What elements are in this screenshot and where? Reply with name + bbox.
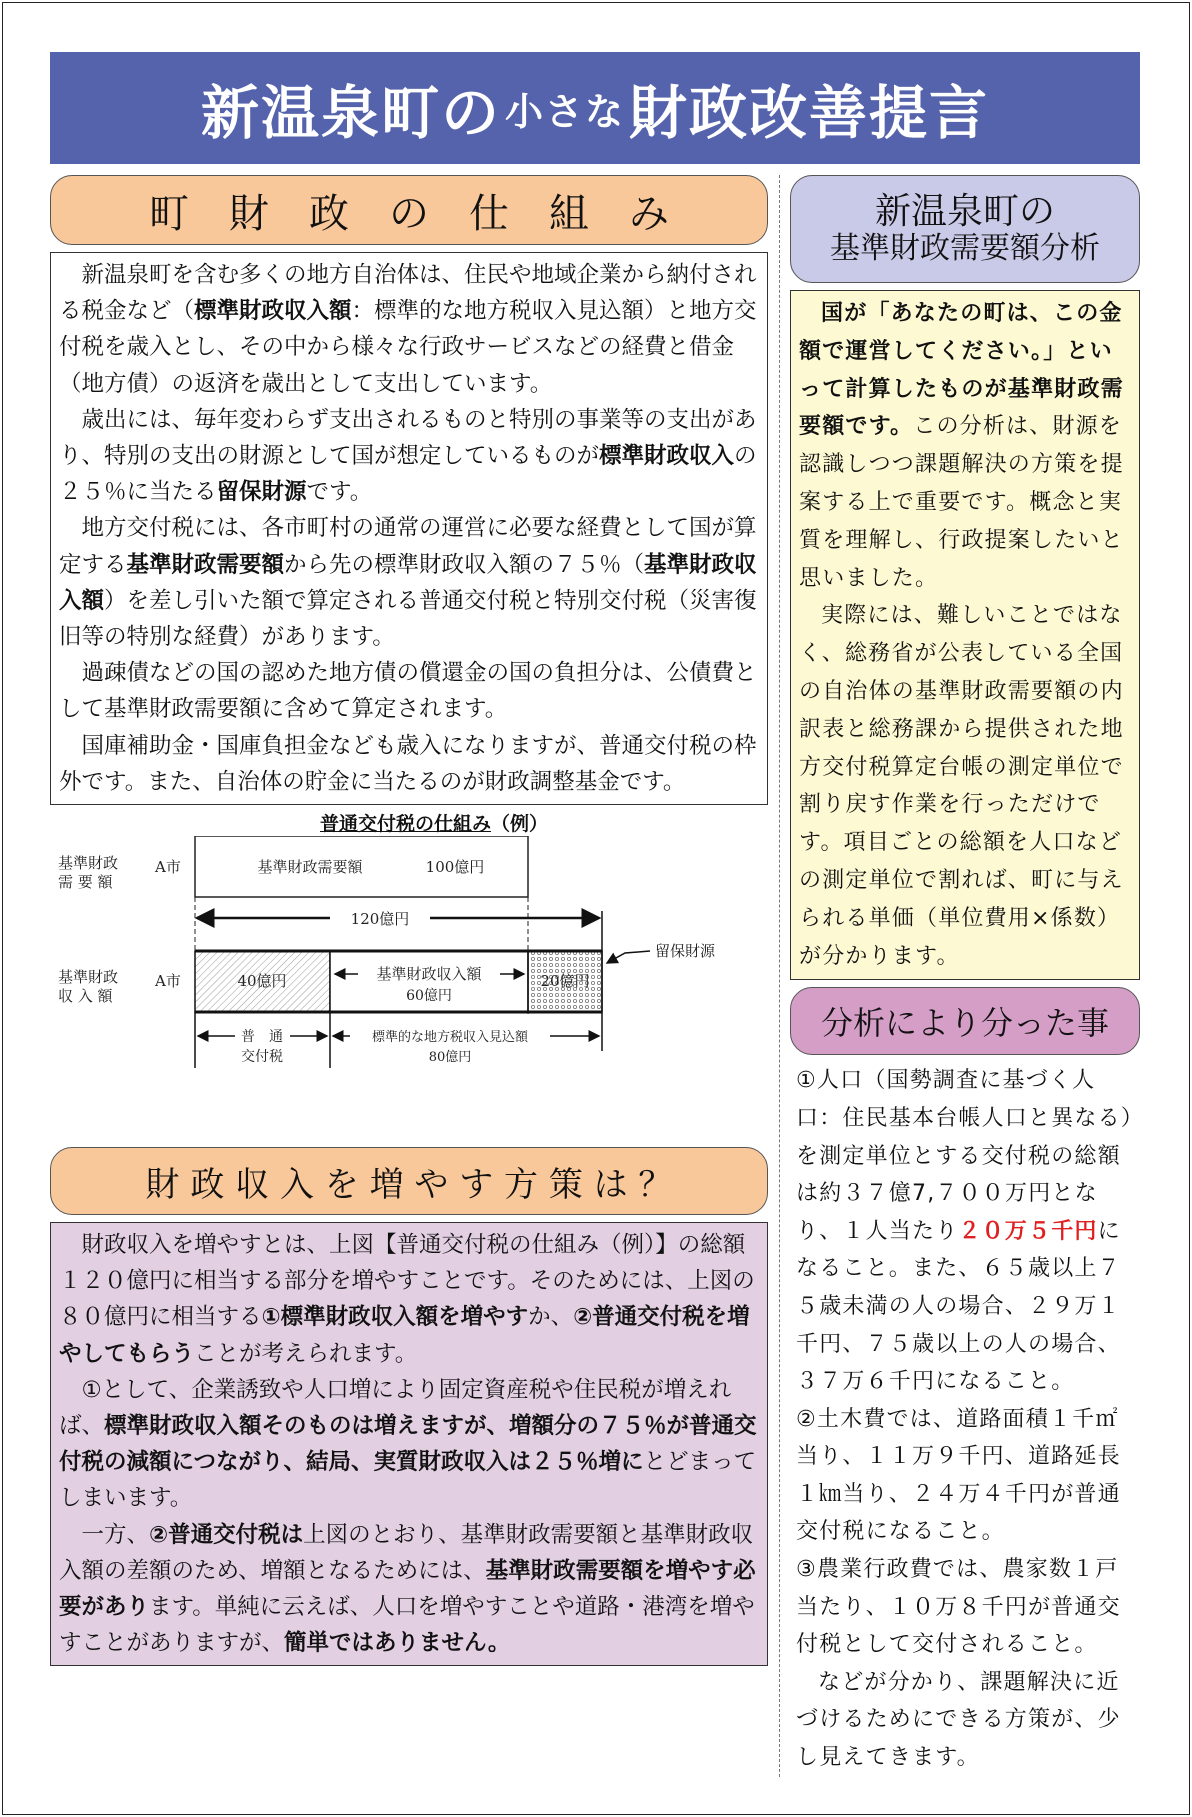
tax-label: 標準的な地方税収入見込額 (371, 1030, 529, 1046)
title-small-part: 小さな (504, 89, 625, 134)
paragraph (59, 728, 759, 800)
bold-text: 標準財政収入額そのものは増えますが、増額分の７５％が普通交付税の減額につながり、結局、実質財政収入は２５％増に (59, 1413, 757, 1476)
text-run: 新温泉町を含む多くの地方自治体は、住民や地域企業から納付される税金など（ (59, 262, 757, 325)
reserve-label: 留保財源 (655, 942, 716, 961)
text-run: になること。また、６５歳以上７５歳未満の人の場合、２９万１千円、７５歳以上の人の場合、３７万６千円になること。 (796, 1218, 1121, 1395)
text-run: ことが考えられます。 (194, 1340, 418, 1367)
row1-city: A市 (155, 858, 181, 877)
section-heading-town-finance (50, 175, 768, 245)
findings-text (790, 1062, 1140, 1776)
row2-label: 基準財政 (58, 968, 119, 987)
title-part: 財政改善提言 (629, 79, 990, 147)
columns (50, 175, 1142, 1777)
diagram-title-suffix: （例） (491, 813, 549, 836)
bold-text: 標準財政収入額 (194, 298, 352, 325)
revenue-label: 基準財政収入額 (376, 965, 482, 984)
grant-label: 交付税 (241, 1049, 283, 1066)
paragraph (59, 655, 759, 727)
bold-text: 国が「あなたの町は、この金額で運営してください。」といって計算したものが基準財政需要額です。 (799, 301, 1124, 440)
page-title (50, 52, 1140, 164)
bold-text: 基準財政収入額 (59, 551, 757, 614)
text-run: 歳出には、毎年変わらず支出されるものと特別の事業等の支出があり、特別の支出の財源として国が想定しているものが (59, 406, 757, 470)
text-run: 一方、 (81, 1521, 150, 1548)
row2-city: A市 (155, 972, 181, 991)
demand-analysis-text (790, 290, 1140, 980)
reserve-value: 20億円 (540, 972, 590, 991)
section-heading-demand-analysis (790, 175, 1140, 283)
bold-text: 留保財源 (216, 479, 307, 506)
paragraph (796, 1062, 1134, 1400)
right-column (790, 175, 1140, 1777)
revenue-value: 60億円 (406, 988, 452, 1005)
text-run: ）を差し引いた額で算定される普通交付税と特別交付税（災害復旧等の特別な経費）があります。 (59, 587, 757, 651)
paragraph (796, 1664, 1134, 1777)
grant-label: 普 通 (241, 1029, 283, 1046)
text-run: 地方交付税には、各市町村の通常の運営に必要な経費として国が算定する (59, 515, 757, 578)
heading-text (875, 191, 1055, 232)
text-run: ①として、企業誘致や人口増により固定資産税や住民税が増えれば、 (59, 1376, 732, 1440)
bold-text: 基準財政需要額を増やす必要があり (59, 1557, 756, 1621)
heading-text: 分析により分った事 (820, 1004, 1109, 1043)
text-run: です。 (306, 479, 373, 506)
heading-subtext: 基準財政需要額分析 (830, 231, 1100, 267)
paragraph (796, 1401, 1134, 1551)
left-column (50, 175, 768, 1777)
text-run: ③農業行政費では、農家数１戸当たり、１０万８千円が普通交付税として交付されること。 (796, 1557, 1121, 1658)
text-run: 上図のとおり、基準財政需要額と基準財政収入額の差額のため、増額となるためには、 (59, 1521, 754, 1584)
row1-label: 基準財政 (58, 854, 119, 873)
grant-mechanism-diagram (50, 836, 768, 1136)
grant-mechanism-figure (50, 812, 768, 1140)
paragraph (59, 510, 759, 655)
text-run: か、 (528, 1304, 574, 1331)
text-run: とどまってしまいます。 (59, 1449, 757, 1512)
bold-text: ②普通交付税を増やしてもらう (59, 1304, 750, 1367)
paragraph (59, 1372, 759, 1517)
paragraph (799, 597, 1131, 975)
heading-text: 町 財 政 の 仕 組 み (149, 190, 669, 237)
text-run: 過疎債などの国の認めた地方債の償還金の国の負担分は、公債費として基準財政需要額に含めて算定されます。 (59, 660, 757, 723)
text-run: ます。単純に云えば、人口を増やすことや道路・港湾を増やすことがありますが、 (59, 1594, 755, 1657)
row1-label: 需 要 額 (58, 873, 113, 892)
text-run: この分析は、財源を認識しつつ課題解決の方策を提案する上で重要です。概念と実質を理解し、行政提案したいと思いました。 (799, 414, 1124, 591)
paragraph (59, 257, 759, 402)
paragraph (59, 1227, 759, 1372)
text-run: 財政収入を増やすとは、上図【普通交付税の仕組み（例）】の総額１２０億円に相当する部分を増やすことです。そのためには、上図の８０億円に相当する (59, 1232, 755, 1331)
reserve-pointer (607, 951, 650, 963)
text-run: などが分かり、課題解決に近づけるためにできる方策が、少し見えてきます。 (796, 1669, 1121, 1771)
bold-text: ①標準財政収入額を増やす (261, 1304, 529, 1331)
grant-value: 40億円 (237, 972, 287, 991)
text-run: から先の標準財政収入額の７５％（ (284, 551, 645, 578)
paragraph (799, 295, 1131, 597)
text-run: 国庫補助金・国庫負担金なども歳入になりますが、普通交付税の枠外です。また、自治体の貯金に当たるのが財政調整基金です。 (59, 732, 757, 795)
row2-label: 収 入 額 (58, 987, 113, 1006)
bold-text: ②普通交付税は (149, 1521, 304, 1548)
bold-text: 簡単ではありません。 (284, 1630, 511, 1657)
bold-text: 標準財政収入 (599, 443, 735, 470)
paragraph (59, 402, 759, 511)
text-run: ①人口（国勢調査に基づく人口：住民基本台帳人口と異なる）を測定単位とする交付税の総額は約３７億7,７００万円となり、１人当たり (796, 1068, 1134, 1244)
text-run: 実際には、難しいことではなく、総務省が公表している全国の自治体の基準財政需要額の内訳表と総務課から提供された地方交付税算定台帳の測定単位で割り戻す作業を行っただけです。項目ごとの総額を人口などの測定単位で割れば、町に与えられる単価（単位費用×係数）が分かります。 (799, 603, 1124, 969)
column-divider (768, 175, 790, 1777)
diagram-title-text: 普通交付税の仕組み (320, 813, 492, 836)
tax-value: 80億円 (428, 1050, 472, 1066)
increase-revenue-text (50, 1222, 768, 1666)
section-heading-findings (790, 987, 1140, 1055)
heading-text: 財 政 収 入 を 増 や す 方 策 は ？ (145, 1164, 673, 1205)
paragraph (59, 1517, 759, 1662)
bold-text: 基準財政需要額 (126, 551, 285, 578)
heading-text-main: 新温泉町の (874, 191, 1055, 233)
total-value: 120億円 (350, 910, 410, 929)
demand-label: 基準財政需要額 (257, 858, 363, 877)
highlight-text: ２０万５千円 (958, 1218, 1098, 1244)
text-run: ②土木費では、道路面積１千㎡当り、１１万９千円、道路延長１㎞当り、２４万４千円が普通交付税になること。 (796, 1406, 1121, 1545)
text-run: ：標準的な地方税収入見込額）と地方交付税を歳入とし、その中から様々な行政サービスなどの経費と借金（地方債）の返済を歳出として支出しています。 (59, 298, 757, 397)
paragraph (796, 1551, 1134, 1664)
text-run: の２５％に当たる (59, 443, 757, 506)
section-heading-increase-revenue (50, 1147, 768, 1215)
demand-value: 100億円 (425, 858, 485, 877)
diagram-title (320, 812, 548, 836)
title-part: 新温泉町の (200, 79, 501, 147)
town-finance-text (50, 252, 768, 805)
